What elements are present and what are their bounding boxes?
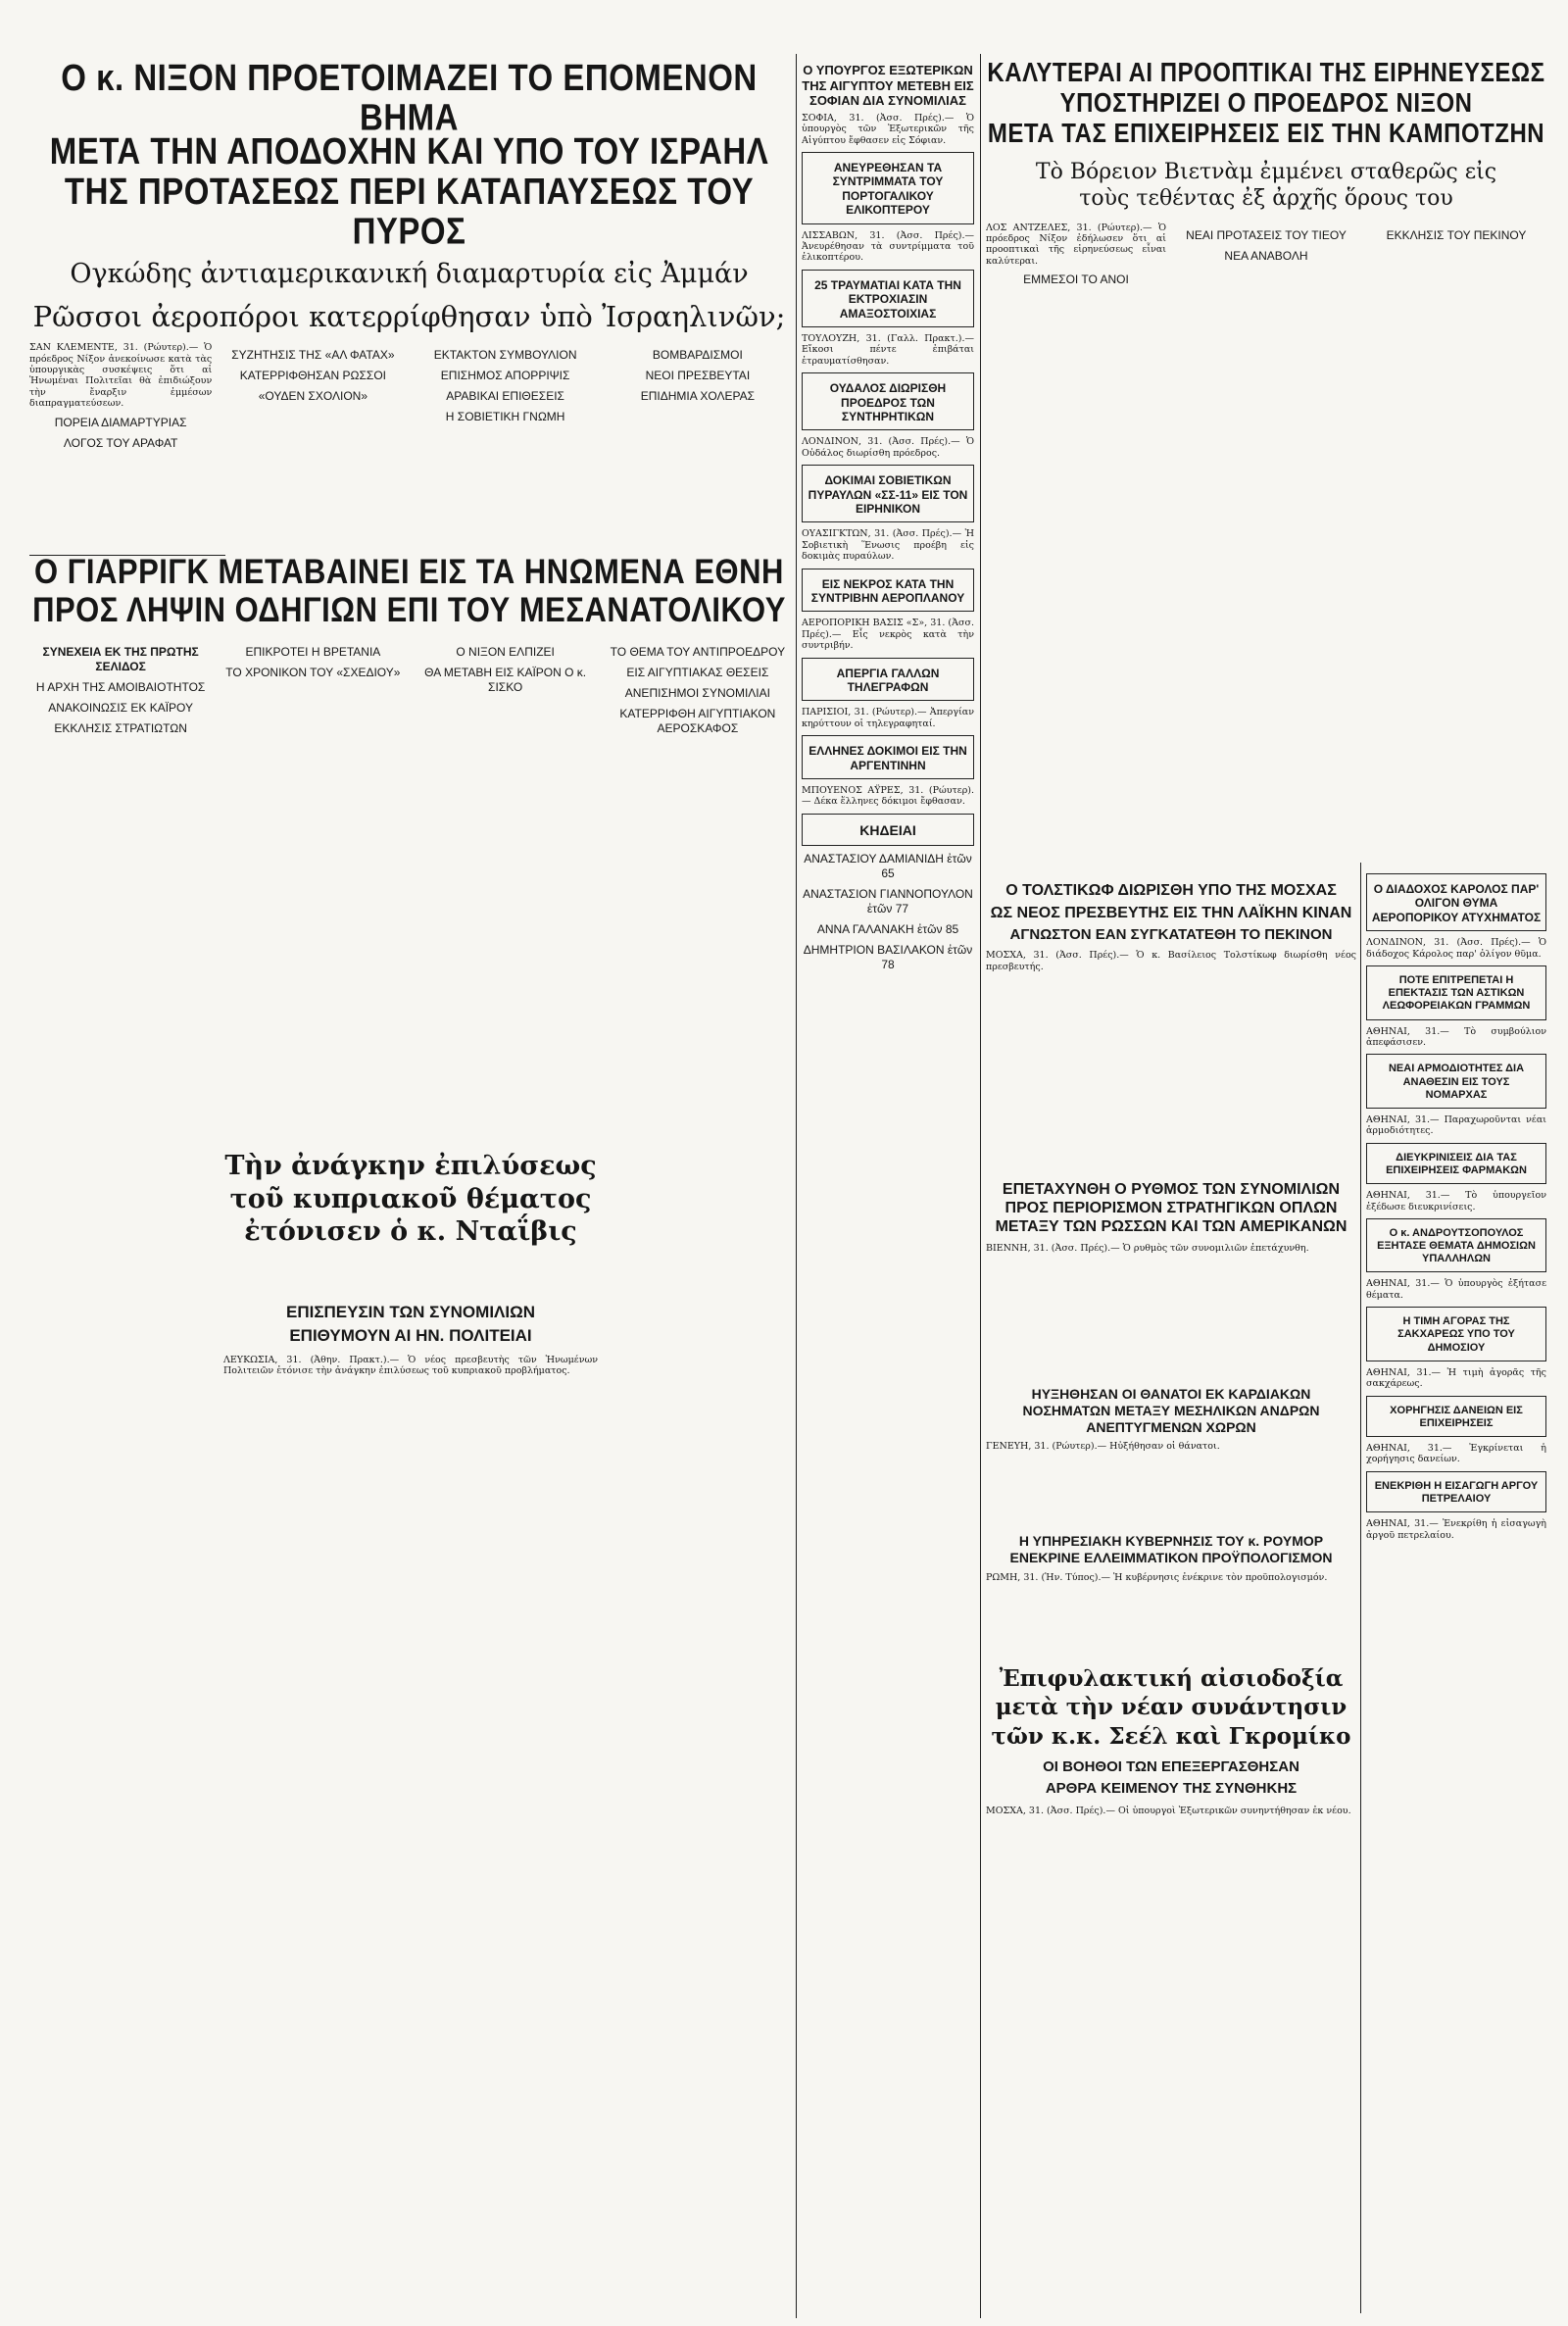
main-story-columns [29,342,789,454]
section-heading: ΒΟΜΒΑΡΔΙΣΜΟΙ [652,348,743,363]
tolstikov-story [986,877,1356,1152]
section-heading: Ο ΝΙΞΟΝ ΕΛΠΙΖΕΙ [456,645,555,660]
main-subheadline-2: Ρῶσσοι ἀεροπόροι κατερρίφθησαν ὑπὸ Ἰσραηλινῶν; [32,299,786,333]
androutsopoulos-headline: Ο κ. ΑΝΔΡΟΥΤΣΟΠΟΥΛΟΣ ΕΞΗΤΑΣΕ ΘΕΜΑΤΑ ΔΗΜΟΣΙΩΝ ΥΠΑΛΛΗΛΩΝ [1377,1226,1536,1265]
section-heading: ΕΚΚΛΗΣΙΣ ΤΟΥ ΠΕΚΙΝΟΥ [1386,227,1527,242]
yarring-column-4 [607,639,789,740]
obituary-entry: ΔΗΜΗΤΡΙΟΝ ΒΑΣΙΛΑΚΟΝ ἐτῶν 78 [803,942,973,971]
nomarchs-dateline: ΑΘΗΝΑΙ, 31.— Παραχωροῦνται νέαι ἁρμοδιότητες. [1366,1114,1546,1137]
loans-dateline: ΑΘΗΝΑΙ, 31.— Ἐγκρίνεται ἡ χορήγησις δανείων. [1366,1443,1546,1465]
soviet-test-box [802,465,974,522]
main-subheadline-1: Ογκώδης ἀντιαμερικανική διαμαρτυρία εἰς Ἀμμάν [70,259,749,290]
cambodia-headline-3: ΜΕΤΑ ΤΑΣ ΕΠΙΧΕΙΡΗΣΕΙΣ ΕΙΣ ΤΗΝ ΚΑΜΠΟΤΖΗΝ [987,119,1545,150]
tolstikov-headline-2: ΩΣ ΝΕΟΣ ΠΡΕΣΒΕΥΤΗΣ ΕΙΣ ΤΗΝ ΛΑΪΚΗΝ ΚΙΝΑΝ [990,905,1352,922]
tolstikov-dateline: ΜΟΣΧΑ, 31. (Ἀσσ. Πρές).— Ὁ κ. Βασίλειος Τολστίκωφ διωρίσθη νέος πρεσβευτής. [986,950,1356,972]
main-story [29,59,789,593]
section-heading: ΘΑ ΜΕΤΑΒΗ ΕΙΣ ΚΑΪΡΟΝ Ο κ. ΣΙΣΚΟ [424,666,587,695]
treaty-story [986,1666,1356,2313]
karolos-headline: Ο ΔΙΑΔΟΧΟΣ ΚΑΡΟΛΟΣ ΠΑΡ' ΟΛΙΓΟΝ ΘΥΜΑ ΑΕΡΟΠΟΡΙΚΟΥ ΑΤΥΧΗΜΑΤΟΣ [1371,882,1542,924]
plane-dead-headline: ΕΙΣ ΝΕΚΡΟΣ ΚΑΤΑ ΤΗΝ ΣΥΝΤΡΙΒΗΝ ΑΕΡΟΠΛΑΝΟΥ [810,576,965,605]
derailment-headline: 25 ΤΡΑΥΜΑΤΙΑΙ ΚΑΤΑ ΤΗΝ ΕΚΤΡΟΧΙΑΣΙΝ ΑΜΑΞΟΣΤΟΙΧΙΑΣ [814,277,961,321]
soviet-test-dateline: ΟΥΑΣΙΓΚΤΩΝ, 31. (Ἀσσ. Πρές).— Ἡ Σοβιετικὴ Ἕνωσις προέβη εἰς δοκιμὰς πυραύλων. [802,528,974,563]
arms-talks-dateline: ΒΙΕΝΝΗ, 31. (Ἀσσ. Πρές).— Ὁ ρυθμὸς τῶν συνομιλιῶν ἐπετάχυνθη. [986,1242,1309,1254]
egypt-minister-headline: Ο ΥΠΟΥΡΓΟΣ ΕΞΩΤΕΡΙΚΩΝ ΤΗΣ ΑΙΓΥΠΤΟΥ ΜΕΤΕΒΗ ΕΙΣ ΣΟΦΙΑΝ ΔΙΑ ΣΥΝΟΜΙΛΙΑΣ [802,63,974,109]
far-right-column [1366,867,1546,2313]
section-heading: «ΟΥΔΕΝ ΣΧΟΛΙΟΝ» [258,389,368,404]
clarifications-box [1366,1143,1546,1184]
section-heading: ΣΥΖΗΤΗΣΙΣ ΤΗΣ «ΑΛ ΦΑΤΑΧ» [231,348,395,363]
treaty-subheadline-2: ΑΡΘΡΑ ΚΕΙΜΕΝΟΥ ΤΗΣ ΣΥΝΘΗΚΗΣ [1045,1779,1298,1797]
castro-headline: ΟΥΔΑΛΟΣ ΔΙΩΡΙΣΘΗ ΠΡΟΕΔΡΟΣ ΤΩΝ ΣΥΝΤΗΡΗΤΙΚΩΝ [829,381,947,423]
soviet-test-headline: ΔΟΚΙΜΑΙ ΣΟΒΙΕΤΙΚΩΝ ΠΥΡΑΥΛΩΝ «ΣΣ-11» ΕΙΣ ΤΟΝ ΕΙΡΗΝΙΚΟΝ [808,473,968,516]
loans-box [1366,1396,1546,1437]
greek-tests-box [802,735,974,779]
portugal-box [802,152,974,224]
sugar-box [1366,1307,1546,1361]
obituaries-box [802,814,974,846]
obituaries-title: ΚΗΔΕΙΑΙ [859,821,916,838]
heart-deaths-story [986,1382,1356,1524]
cyprus-headline-3: ἐτόνισεν ὁ κ. Νταΐβις [244,1216,577,1248]
obituary-entry: ΑΝΑΣΤΑΣΙΟΝ ΓΙΑΝΝΟΠΟΥΛΟΝ ἐτῶν 77 [803,886,973,916]
section-heading: ΝΕΟΙ ΠΡΕΣΒΕΥΤΑΙ [645,369,751,383]
section-heading: ΕΚΤΑΚΤΟΝ ΣΥΜΒΟΥΛΙΟΝ [433,348,577,363]
yarring-columns [29,639,789,740]
main-column-4 [607,342,789,454]
tolstikov-headline-1: Ο ΤΟΛΣΤΙΚΩΦ ΔΙΩΡΙΣΘΗ ΥΠΟ ΤΗΣ ΜΟΣΧΑΣ [1005,882,1337,899]
section-heading: ΚΑΤΕΡΡΙΦΘΗΣΑΝ ΡΩΣΣΟΙ [239,369,387,383]
treaty-headline-3: τῶν κ.κ. Σεέλ καὶ Γκρομίκο [991,1722,1351,1750]
treaty-headline-1: Ἐπιφυλακτική αἰσιοδοξία [999,1666,1344,1692]
loans-headline: ΧΟΡΗΓΗΣΙΣ ΔΑΝΕΙΩΝ ΕΙΣ ΕΠΙΧΕΙΡΗΣΕΙΣ [1390,1404,1523,1429]
section-heading: ΕΚΚΛΗΣΙΣ ΣΤΡΑΤΙΩΤΩΝ [54,721,187,736]
cambodia-dateline: ΛΟΣ ΑΝΤΖΕΛΕΣ, 31. (Ρώυτερ).— Ὁ πρόεδρος Νίξον ἐδήλωσεν ὅτι αἱ προοπτικαὶ τῆς εἰρηνεύσεως εἶναι καλύτεραι. [986,222,1166,267]
cyprus-dateline: ΛΕΥΚΩΣΙΑ, 31. (Ἀθην. Πρακτ.).— Ὁ νέος πρεσβευτὴς τῶν Ἡνωμένων Πολιτειῶν ἐτόνισε τὴν ἀνάγκην ἐπιλύσεως τοῦ κυπριακοῦ προβλήματος. [223,1354,598,1377]
column-rule [980,54,981,2318]
rhodesia-headline: Η ΥΠΗΡΕΣΙΑΚΗ ΚΥΒΕΡΝΗΣΙΣ ΤΟΥ κ. ΡΟΥΜΟΡ ΕΝΕΚΡΙΝΕ ΕΛΛΕΙΜΜΑΤΙΚΟΝ ΠΡΟΫΠΟΛΟΓΙΣΜΟΝ [1009,1533,1333,1565]
section-heading: ΤΟ ΧΡΟΝΙΚΟΝ ΤΟΥ «ΣΧΕΔΙΟΥ» [225,666,401,680]
castro-dateline: ΛΟΝΔΙΝΟΝ, 31. (Ἀσσ. Πρές).— Ὁ Οὐδάλος διωρίσθη πρόεδρος. [802,436,974,459]
plane-dead-box [802,569,974,613]
cyprus-headline-2: τοῦ κυπριακοῦ θέματος [229,1183,592,1214]
main-headline-2: ΜΕΤΑ ΤΗΝ ΑΠΟΔΟΧΗΝ ΚΑΙ ΥΠΟ ΤΟΥ ΙΣΡΑΗΛ [49,129,769,173]
column-rule [1360,863,1361,2313]
derailment-dateline: ΤΟΥΛΟΥΖΗ, 31. (Γαλλ. Πρακτ.).— Εἴκοσι πέντε ἐπιβάται ἐτραυματίσθησαν. [802,332,974,367]
androutsopoulos-box [1366,1218,1546,1273]
androutsopoulos-dateline: ΑΘΗΝΑΙ, 31.— Ὁ ὑπουργὸς ἐξήτασε θέματα. [1366,1278,1546,1301]
cyprus-subheadline-1: ΕΠΙΣΠΕΥΣΙΝ ΤΩΝ ΣΥΝΟΜΙΛΙΩΝ [285,1303,536,1321]
bus-lines-dateline: ΑΘΗΝΑΙ, 31.— Τὸ συμβούλιον ἀπεφάσισεν. [1366,1025,1546,1048]
yarring-headline-2: ΠΡΟΣ ΛΗΨΙΝ ΟΔΗΓΙΩΝ ΕΠΙ ΤΟΥ ΜΕΣΑΝΑΤΟΛΙΚΟΥ [32,589,786,629]
obituary-entry: ΑΝΑΣΤΑΣΙΟΥ ΔΑΜΙΑΝΙΔΗ ἐτῶν 65 [804,851,972,880]
section-heading: ΑΡΑΒΙΚΑΙ ΕΠΙΘΕΣΕΙΣ [446,389,564,404]
section-heading: ΠΟΡΕΙΑ ΔΙΑΜΑΡΤΥΡΙΑΣ [54,415,187,429]
section-heading: ΝΕΑΙ ΠΡΟΤΑΣΕΙΣ ΤΟΥ ΤΙΕΟΥ [1186,227,1347,242]
karolos-box [1366,873,1546,931]
cyprus-subheadline-2: ΕΠΙΘΥΜΟΥΝ ΑΙ ΗΝ. ΠΟΛΙΤΕΙΑΙ [289,1326,532,1346]
cambodia-columns [986,223,1546,292]
oil-import-headline: ΕΝΕΚΡΙΘΗ Η ΕΙΣΑΓΩΓΗ ΑΡΓΟΥ ΠΕΤΡΕΛΑΙΟΥ [1374,1479,1539,1506]
cambodia-headline-1: ΚΑΛΥΤΕΡΑΙ ΑΙ ΠΡΟΟΠΤΙΚΑΙ ΤΗΣ ΕΙΡΗΝΕΥΣΕΩΣ [987,59,1545,88]
french-strike-box [802,658,974,702]
derailment-box [802,270,974,327]
section-heading: ΕΙΣ ΑΙΓΥΠΤΙΑΚΑΣ ΘΕΣΕΙΣ [626,666,769,680]
rhodesia-dateline: ΡΩΜΗ, 31. (Ἡν. Τύπος).— Ἡ κυβέρνησις ἐνέκρινε τὸν προϋπολογισμόν. [986,1571,1328,1583]
main-headline-1: Ο κ. ΝΙΞΟΝ ΠΡΟΕΤΟΙΜΑΖΕΙ ΤΟ ΕΠΟΜΕΝΟΝ ΒΗΜΑ [61,59,758,138]
section-heading: ΚΑΤΕΡΡΙΦΘΗ ΑΙΓΥΠΤΙΑΚΟΝ ΑΕΡΟΣΚΑΦΟΣ [619,707,776,736]
portugal-dateline: ΛΙΣΣΑΒΩΝ, 31. (Ἀσσ. Πρές).— Ἀνευρέθησαν τὰ συντρίμματα τοῦ ἐλικοπτέρου. [802,229,974,264]
french-strike-headline: ΑΠΕΡΓΙΑ ΓΑΛΛΩΝ ΤΗΛΕΓΡΑΦΩΝ [836,666,940,694]
section-heading: ΑΝΕΠΙΣΗΜΟΙ ΣΥΝΟΜΙΛΙΑΙ [624,686,770,701]
section-heading: Η ΑΡΧΗ ΤΗΣ ΑΜΟΙΒΑΙΟΤΗΤΟΣ [35,680,206,695]
cambodia-column-1 [986,223,1166,292]
continued-note: ΣΥΝΕΧΕΙΑ ΕΚ ΤΗΣ ΠΡΩΤΗΣ ΣΕΛΙΔΟΣ [42,645,199,674]
obituary-entry: ΑΝΝΑ ΓΑΛΑΝΑΚΗ ἐτῶν 85 [816,921,959,936]
arms-talks-headline: ΕΠΕΤΑΧΥΝΘΗ Ο ΡΥΘΜΟΣ ΤΩΝ ΣΥΝΟΜΙΛΙΩΝ ΠΡΟΣ ΠΕΡΙΟΡΙΣΜΟΝ ΣΤΡΑΤΗΓΙΚΩΝ ΟΠΛΩΝ ΜΕΤΑΞΥ ΤΩΝ ΡΩΣΣΩΝ ΚΑΙ ΤΩΝ ΑΜΕΡΙΚΑΝΩΝ [995,1181,1348,1236]
plane-dead-dateline: ΑΕΡΟΠΟΡΙΚΗ ΒΑΣΙΣ «Σ», 31. (Ἀσσ. Πρές).— Εἷς νεκρὸς κατὰ τὴν συντριβήν. [802,618,974,652]
clarifications-headline: ΔΙΕΥΚΡΙΝΙΣΕΙΣ ΔΙΑ ΤΑΣ ΕΠΙΧΕΙΡΗΣΕΙΣ ΦΑΡΜΑΚΩΝ [1386,1151,1527,1176]
bus-lines-box [1366,965,1546,1020]
main-dateline: ΣΑΝ ΚΛΕΜΕΝΤΕ, 31. (Ρώυτερ).— Ὁ πρόεδρος Νίξον ἀνεκοίνωσε κατὰ τὰς ὑπουργικὰς συσκέψεις ὅτι αἱ Ἡνωμέναι Πολιτεῖαι θὰ ἐπιδιώξουν τὴν ἔναρξιν ἐμμέσων διαπραγματεύσεων. [29,342,213,410]
tolstikov-headline-3: ΑΓΝΩΣΤΟΝ ΕΑΝ ΣΥΓΚΑΤΑΤΕΘΗ ΤΟ ΠΕΚΙΝΟΝ [1009,926,1333,944]
yarring-column-3 [415,639,597,740]
main-column-3 [415,342,597,454]
section-heading: ΤΟ ΘΕΜΑ ΤΟΥ ΑΝΤΙΠΡΟΕΔΡΟΥ [610,645,786,660]
clarifications-dateline: ΑΘΗΝΑΙ, 31.— Τὸ ὑπουργεῖον ἐξέδωσε διευκρινίσεις. [1366,1190,1546,1212]
treaty-headline-2: μετὰ τὴν νέαν συνάντησιν [995,1694,1348,1721]
main-column-2 [221,342,404,454]
karolos-dateline: ΛΟΝΔΙΝΟΝ, 31. (Ἀσσ. Πρές).— Ὁ διάδοχος Κάρολος παρ' ὀλίγον θῦμα. [1366,937,1546,960]
heart-deaths-dateline: ΓΕΝΕΥΗ, 31. (Ρώυτερ).— Ηὐξήθησαν οἱ θάνατοι. [986,1441,1220,1453]
cambodia-column-2 [1176,223,1356,292]
cambodia-story [986,59,1546,858]
cambodia-column-3 [1366,223,1546,292]
rhodesia-story [986,1529,1356,1657]
egypt-minister-dateline: ΣΟΦΙΑ, 31. (Ἀσσ. Πρές).— Ὁ ὑπουργὸς τῶν Ἐξωτερικῶν τῆς Αἰγύπτου ἔφθασεν εἰς Σόφιαν. [802,112,974,146]
section-heading: ΝΕΑ ΑΝΑΒΟΛΗ [1224,248,1308,263]
section-heading: ΕΠΙΔΗΜΙΑ ΧΟΛΕΡΑΣ [640,389,756,404]
section-heading: Η ΣΟΒΙΕΤΙΚΗ ΓΝΩΜΗ [445,410,565,424]
greek-tests-dateline: ΜΠΟΥΕΝΟΣ ΑΫΡΕΣ, 31. (Ρώυτερ).— Δέκα ἕλληνες δόκιμοι ἔφθασαν. [802,784,974,808]
section-heading: ΕΠΙΚΡΟΤΕΙ Η ΒΡΕΤΑΝΙΑ [245,645,381,660]
oil-import-dateline: ΑΘΗΝΑΙ, 31.— Ἐνεκρίθη ἡ εἰσαγωγὴ ἀργοῦ πετρελαίου. [1366,1518,1546,1541]
sugar-headline: Η ΤΙΜΗ ΑΓΟΡΑΣ ΤΗΣ ΣΑΚΧΑΡΕΩΣ ΥΠΟ ΤΟΥ ΔΗΜΟΣΙΟΥ [1397,1315,1515,1354]
heart-deaths-headline: ΗΥΞΗΘΗΣΑΝ ΟΙ ΘΑΝΑΤΟΙ ΕΚ ΚΑΡΔΙΑΚΩΝ ΝΟΣΗΜΑΤΩΝ ΜΕΤΑΞΥ ΜΕΣΗΛΙΚΩΝ ΑΝΔΡΩΝ ΑΝΕΠΤΥΓΜΕΝΩΝ ΧΩΡΩΝ [1022,1386,1320,1435]
section-heading: ΕΠΙΣΗΜΟΣ ΑΠΟΡΡΙΨΙΣ [440,369,570,383]
main-headline-3: ΤΗΣ ΠΡΟΤΑΣΕΩΣ ΠΕΡΙ ΚΑΤΑΠΑΥΣΕΩΣ ΤΟΥ ΠΥΡΟΣ [64,170,755,252]
portugal-headline: ΑΝΕΥΡΕΘΗΣΑΝ ΤΑ ΣΥΝΤΡΙΜΜΑΤΑ ΤΟΥ ΠΟΡΤΟΓΑΛΙΚΟΥ ΕΛΙΚΟΠΤΕΡΟΥ [832,161,944,218]
treaty-dateline: ΜΟΣΧΑ, 31. (Ἀσσ. Πρές).— Οἱ ὑπουργοὶ Ἐξωτερικῶν συνηντήθησαν ἐκ νέου. [986,1805,1351,1816]
column-rule [796,54,797,2318]
section-heading: ΛΟΓΟΣ ΤΟΥ ΑΡΑΦΑΤ [63,435,178,450]
cambodia-subheadline: Τὸ Βόρειον Βιετνὰμ ἐμμένει σταθερῶς εἰς τοὺς τεθέντας ἐξ ἀρχῆς ὅρους του [1035,159,1497,212]
french-strike-dateline: ΠΑΡΙΣΙΟΙ, 31. (Ρώυτερ).— Ἀπεργίαν κηρύττουν οἱ τηλεγραφηταί. [802,707,974,729]
cyprus-story [223,1152,598,1289]
oil-import-box [1366,1471,1546,1512]
section-heading: ΑΝΑΚΟΙΝΩΣΙΣ ΕΚ ΚΑΪΡΟΥ [48,701,193,716]
cyprus-headline-1: Τὴν ἀνάγκην ἐπιλύσεως [224,1152,597,1181]
yarring-headline-1: Ο ΓΙΑΡΡΙΓΚ ΜΕΤΑΒΑΙΝΕΙ ΕΙΣ ΤΑ ΗΝΩΜΕΝΑ ΕΘΝΗ [34,554,784,591]
section-heading: ΕΜΜΕΣΟΙ ΤΟ ΑΝΟΙ [1023,272,1129,287]
nomarchs-headline: ΝΕΑΙ ΑΡΜΟΔΙΟΤΗΤΕΣ ΔΙΑ ΑΝΑΘΕΣΙΝ ΕΙΣ ΤΟΥΣ ΝΟΜΑΡΧΑΣ [1388,1063,1525,1101]
yarring-column-1 [29,639,212,740]
greek-tests-headline: ΕΛΛΗΝΕΣ ΔΟΚΙΜΟΙ ΕΙΣ ΤΗΝ ΑΡΓΕΝΤΙΝΗΝ [808,744,967,772]
bus-lines-headline: ΠΟΤΕ ΕΠΙΤΡΕΠΕΤΑΙ Η ΕΠΕΚΤΑΣΙΣ ΤΩΝ ΑΣΤΙΚΩΝ ΛΕΩΦΟΡΕΙΑΚΩΝ ΓΡΑΜΜΩΝ [1382,973,1531,1013]
cambodia-headline-2: ΥΠΟΣΤΗΡΙΖΕΙ Ο ΠΡΟΕΔΡΟΣ ΝΙΞΟΝ [1059,88,1473,120]
treaty-subheadline-1: ΟΙ ΒΟΗΘΟΙ ΤΩΝ ΕΠΕΞΕΡΓΑΣΘΗΣΑΝ [1043,1757,1299,1775]
castro-box [802,372,974,430]
middle-column [802,59,974,2313]
main-column-1 [29,342,212,454]
arms-talks-story [986,1176,1356,1343]
cyprus-story-body [223,1299,598,1769]
sugar-dateline: ΑΘΗΝΑΙ, 31.— Ἡ τιμὴ ἀγορᾶς τῆς σακχάρεως. [1366,1366,1546,1390]
nomarchs-box [1366,1054,1546,1109]
yarring-column-2 [221,639,404,740]
